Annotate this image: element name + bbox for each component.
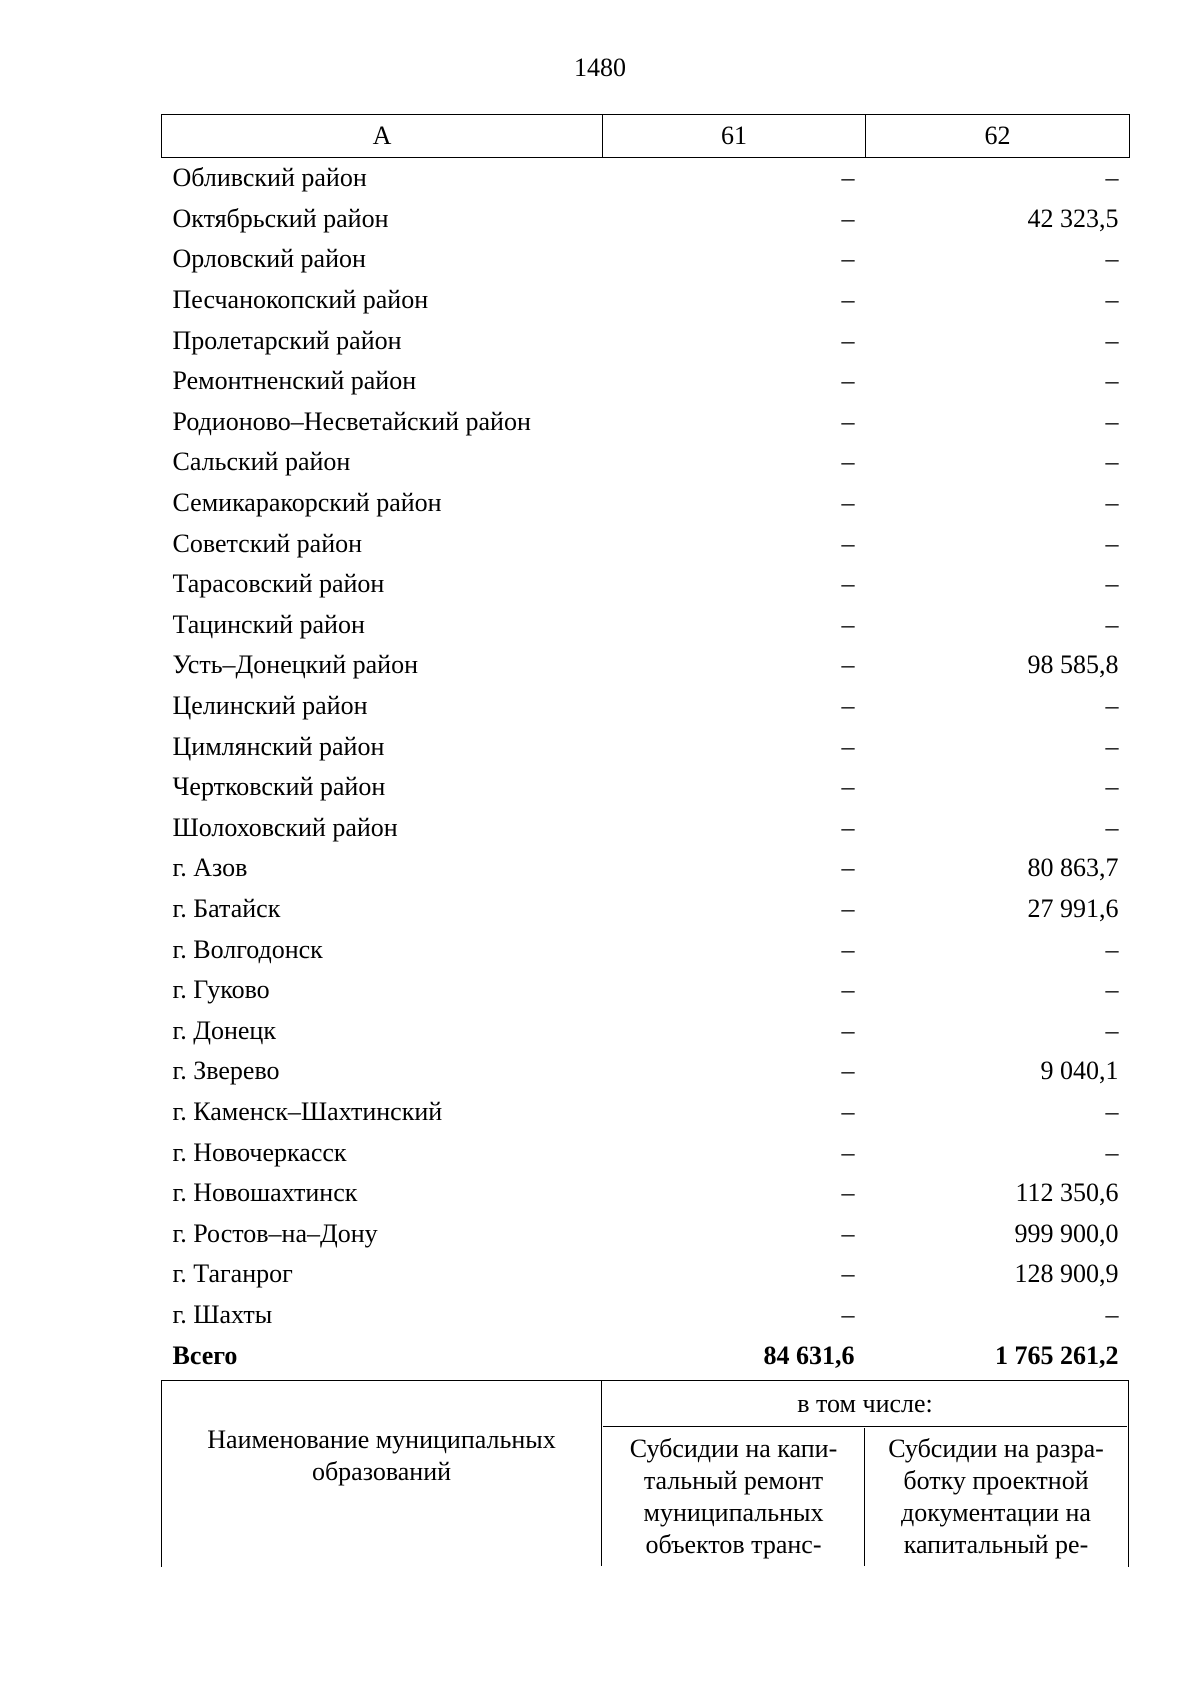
municipality-name: г. Новочеркасск (172, 1137, 347, 1167)
value-col-61: – (841, 163, 855, 193)
value-col-62: – (1105, 691, 1119, 721)
value-col-62: – (1105, 244, 1119, 274)
table-row (162, 1213, 1130, 1254)
value-col-61: – (841, 1218, 855, 1248)
municipality-name: Тарасовский район (172, 569, 385, 599)
table-row (162, 1295, 1130, 1336)
table-row (162, 402, 1130, 443)
value-col-62: 9 040,1 (1040, 1056, 1119, 1086)
municipality-name: Шолоховский район (172, 812, 398, 842)
municipality-name: г. Азов (172, 853, 248, 883)
table-row (162, 1010, 1130, 1051)
value-col-62: – (1105, 488, 1119, 518)
subsidy-transport-repair-header: Субсидии на капи-тальный ремонт муниципальных объектов транс- (603, 1428, 865, 1566)
municipality-name: Обливский район (172, 163, 367, 193)
value-col-62: – (1105, 772, 1119, 802)
value-col-61: – (841, 934, 855, 964)
value-col-61: – (841, 1056, 855, 1086)
value-col-62: – (1105, 325, 1119, 355)
value-col-62: – (1105, 1299, 1119, 1329)
municipality-name: г. Новошахтинск (172, 1178, 358, 1208)
value-col-62: – (1105, 1096, 1119, 1126)
value-col-61: – (841, 853, 855, 883)
value-col-62: 112 350,6 (1015, 1178, 1119, 1208)
value-col-62: – (1105, 934, 1119, 964)
value-col-62: 999 900,0 (1014, 1218, 1119, 1248)
municipality-name: г. Ростов–на–Дону (172, 1218, 378, 1248)
municipality-name: Орловский район (172, 244, 366, 274)
table-row (162, 564, 1130, 605)
table-row (162, 726, 1130, 767)
municipality-name: Октябрьский район (172, 203, 389, 233)
column-header-a: А (162, 115, 603, 158)
column-header-62: 62 (866, 115, 1130, 158)
value-col-61: – (841, 691, 855, 721)
total-row (162, 1335, 1130, 1376)
data-table (161, 114, 1130, 1376)
table-row (162, 199, 1130, 240)
municipality-name: Родионово–Несветайский район (172, 406, 531, 436)
value-col-61: – (841, 772, 855, 802)
municipality-name: г. Гуково (172, 975, 270, 1005)
value-col-61: – (841, 1178, 855, 1208)
value-col-62: – (1105, 1137, 1119, 1167)
value-col-62: – (1105, 975, 1119, 1005)
value-col-61: – (841, 447, 855, 477)
municipality-name: Семикаракорский район (172, 488, 442, 518)
table-row (162, 320, 1130, 361)
municipality-name: Сальский район (172, 447, 351, 477)
municipality-name: Пролетарский район (172, 325, 402, 355)
column-header-61: 61 (603, 115, 866, 158)
table-row (162, 158, 1130, 199)
municipality-name: Песчанокопский район (172, 285, 429, 315)
table-row (162, 686, 1130, 727)
table-row (162, 523, 1130, 564)
table-row (162, 1132, 1130, 1173)
municipality-name: г. Батайск (172, 893, 281, 923)
value-col-61: – (841, 203, 855, 233)
municipality-name: Тацинский район (172, 609, 365, 639)
value-col-61: – (841, 812, 855, 842)
table-row (162, 483, 1130, 524)
table-body (162, 158, 1130, 1376)
table-row (162, 970, 1130, 1011)
value-col-62: – (1105, 163, 1119, 193)
value-col-62: – (1105, 731, 1119, 761)
table-row (162, 808, 1130, 849)
table-row (162, 645, 1130, 686)
value-col-62: 42 323,5 (1027, 203, 1119, 233)
municipality-name: Ремонтненский район (172, 366, 417, 396)
municipality-name: г. Таганрог (172, 1259, 293, 1289)
table-row (162, 889, 1130, 930)
value-col-61: – (841, 528, 855, 558)
value-col-61: – (841, 1299, 855, 1329)
municipality-name: г. Волгодонск (172, 934, 323, 964)
total-col-61: 84 631,6 (763, 1340, 855, 1370)
table-row (162, 280, 1130, 321)
value-col-62: – (1105, 285, 1119, 315)
municipality-name: г. Шахты (172, 1299, 273, 1329)
table-row (162, 361, 1130, 402)
value-col-61: – (841, 650, 855, 680)
table-row (162, 239, 1130, 280)
municipality-name: г. Каменск–Шахтинский (172, 1096, 443, 1126)
value-col-61: – (841, 569, 855, 599)
municipality-name: Усть–Донецкий район (172, 650, 418, 680)
including-header: в том числе: (603, 1381, 1127, 1427)
value-col-62: – (1105, 812, 1119, 842)
value-col-61: – (841, 1015, 855, 1045)
data-table-container (161, 114, 1129, 1376)
table-row (162, 1254, 1130, 1295)
value-col-61: – (841, 488, 855, 518)
total-label: Всего (172, 1340, 238, 1370)
value-col-62: 98 585,8 (1027, 650, 1119, 680)
value-col-62: – (1105, 1015, 1119, 1045)
table-row (162, 1092, 1130, 1133)
value-col-62: 27 991,6 (1027, 893, 1119, 923)
value-col-61: – (841, 366, 855, 396)
value-col-62: 128 900,9 (1014, 1259, 1119, 1289)
value-col-61: – (841, 325, 855, 355)
value-col-61: – (841, 406, 855, 436)
value-col-62: – (1105, 366, 1119, 396)
subsidy-design-docs-header: Субсидии на разра-ботку проектной документации на капитальный ре- (888, 1434, 1104, 1559)
table-row (162, 442, 1130, 483)
municipality-name: Цимлянский район (172, 731, 385, 761)
table-row (162, 848, 1130, 889)
municipality-name-header-label: Наименование муниципальных образований (207, 1424, 556, 1486)
municipality-name: Советский район (172, 528, 363, 558)
table-row (162, 605, 1130, 646)
page-number: 1480 (574, 53, 626, 82)
value-col-62: – (1105, 569, 1119, 599)
municipality-name: г. Донецк (172, 1015, 276, 1045)
value-col-62: – (1105, 406, 1119, 436)
value-col-61: – (841, 1259, 855, 1289)
municipality-name: Целинский район (172, 691, 368, 721)
value-col-62: – (1105, 447, 1119, 477)
total-col-62: 1 765 261,2 (995, 1340, 1119, 1370)
value-col-62: 80 863,7 (1027, 853, 1119, 883)
table-row (162, 767, 1130, 808)
column-header-row (162, 115, 1130, 158)
table-row (162, 929, 1130, 970)
value-col-61: – (841, 893, 855, 923)
municipality-name-header (162, 1381, 602, 1566)
value-col-62: – (1105, 528, 1119, 558)
value-col-61: – (841, 975, 855, 1005)
value-col-62: – (1105, 609, 1119, 639)
value-col-61: – (841, 1096, 855, 1126)
table-row (162, 1051, 1130, 1092)
value-col-61: – (841, 1137, 855, 1167)
value-col-61: – (841, 609, 855, 639)
value-col-61: – (841, 244, 855, 274)
table-row (162, 1173, 1130, 1214)
municipality-name: г. Зверево (172, 1056, 280, 1086)
continuation-table-header (161, 1380, 1129, 1567)
value-col-61: – (841, 285, 855, 315)
municipality-name: Чертковский район (172, 772, 386, 802)
value-col-61: – (841, 731, 855, 761)
